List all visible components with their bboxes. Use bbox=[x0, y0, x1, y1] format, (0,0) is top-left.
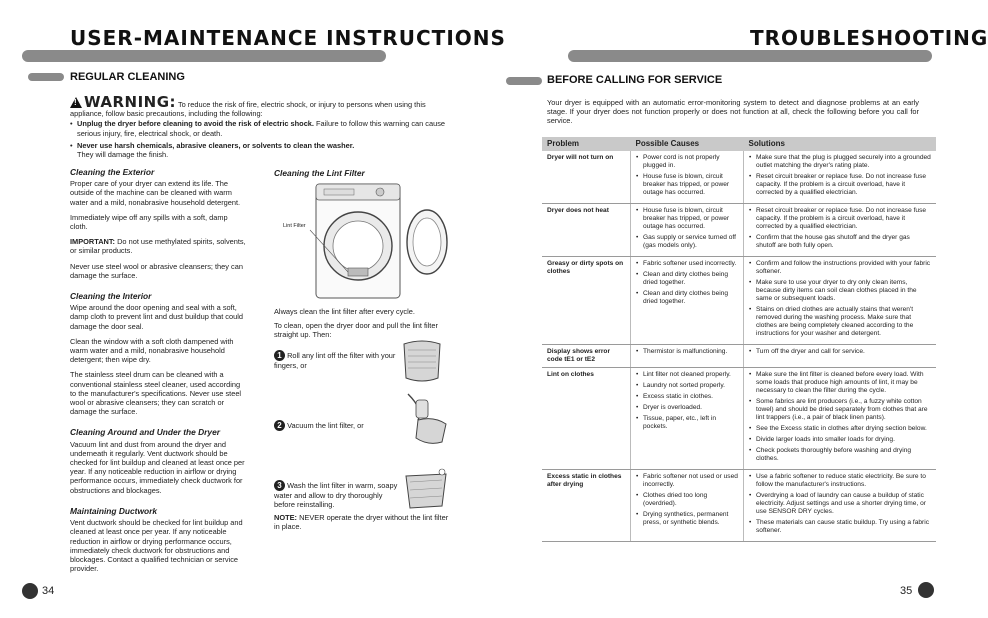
right-title-bar bbox=[568, 50, 932, 62]
wash-lint-illustration bbox=[402, 468, 450, 512]
step-2-number: 2 bbox=[274, 420, 285, 431]
table-row bbox=[542, 204, 936, 257]
solutions-cell bbox=[744, 345, 937, 368]
solutions-cell bbox=[744, 368, 937, 470]
solution-item: • Divide larger loads into smaller loads for drying. bbox=[749, 436, 931, 444]
step-3-number: 3 bbox=[274, 480, 285, 491]
lint-step-1: 1 Roll any lint off the filter with your fingers, or bbox=[274, 351, 396, 370]
lint-filter-callout: Lint Filter bbox=[283, 223, 306, 229]
interior-title: Cleaning the Interior bbox=[70, 291, 152, 302]
warning-icon bbox=[70, 97, 82, 108]
causes-cell bbox=[631, 470, 744, 542]
lint-step-3: 3 Wash the lint filter in warm, soapy water and allow to dry thoroughly before reinstalling. bbox=[274, 481, 398, 510]
warning-intro: To reduce the risk of fire, electric shock, or injury to persons when using this appliance, follow basic precautions, including the following: bbox=[70, 100, 426, 119]
cause-item: • Lint filter not cleaned properly. bbox=[636, 371, 738, 379]
problem-cell: Excess static in clothes after drying bbox=[542, 470, 631, 542]
interior-p3: The stainless steel drum can be cleaned with a conventional stainless steel cleaner, used according to the manufacturer's specifications. Never use steel wool or abrasive cleansers; they can scratch or damage the surface. bbox=[70, 370, 242, 417]
header-causes: Possible Causes bbox=[631, 137, 744, 151]
exterior-title: Cleaning the Exterior bbox=[70, 167, 155, 177]
solution-item: • Check pockets thoroughly before washing and drying clothes. bbox=[749, 447, 931, 463]
solution-item: • Reset circuit breaker or replace fuse. Do not increase fuse capacity. If the problem is a circuit overload, have it corrected by a qualified electrician. bbox=[749, 173, 931, 197]
table-row bbox=[542, 257, 936, 345]
around-p1: Vacuum lint and dust from around the dryer and underneath it regularly. Vent ductwork should be checked for lint buildup and cleaned at least once per year. If any noticeable reduction in airflow or drying performance occurs, immediately check ductwork for obstructions and blockages. bbox=[70, 439, 245, 495]
exterior-important: IMPORTANT: Do not use methylated spirits, solvents, or similar products. bbox=[70, 237, 246, 256]
troubleshooting-intro: Your dryer is equipped with an automatic error-monitoring system to detect and diagnose problems at an early stage. If your dryer does not function properly or does not function at all, check the following before you call for service. bbox=[547, 98, 919, 126]
left-page-title: USER-MAINTENANCE INSTRUCTIONS bbox=[70, 26, 506, 50]
lint-title: Cleaning the Lint Filter bbox=[274, 168, 365, 178]
warning-bullet-2: • Never use harsh chemicals, abrasive cleaners, or solvents to clean the washer. They will damage the finish. bbox=[70, 141, 446, 159]
solution-item: • Confirm that the house gas shutoff and the dryer gas shutoff are both fully open. bbox=[749, 234, 931, 250]
left-section-pill bbox=[28, 73, 64, 81]
lint-p1: Always clean the lint filter after every cycle. bbox=[274, 307, 415, 316]
solutions-cell bbox=[744, 470, 937, 542]
problem-cell: Dryer will not turn on bbox=[542, 151, 631, 204]
problem-cell: Lint on clothes bbox=[542, 368, 631, 470]
cause-item: • Tissue, paper, etc., left in pockets. bbox=[636, 415, 738, 431]
table-row bbox=[542, 151, 936, 204]
dryer-illustration bbox=[282, 178, 454, 302]
lint-step-2: 2 Vacuum the lint filter, or bbox=[274, 420, 396, 431]
exterior-p4: Never use steel wool or abrasive cleansers; they can damage the surface. bbox=[70, 261, 243, 280]
cause-item: • Fabric softener not used or used incorrectly. bbox=[636, 473, 738, 489]
lg-logo-icon-left bbox=[22, 583, 38, 599]
table-row bbox=[542, 368, 936, 470]
table-row bbox=[542, 345, 936, 368]
right-page-number: 35 bbox=[900, 585, 913, 597]
cause-item: • Clean and dirty clothes being dried together. bbox=[636, 271, 738, 287]
header-solutions: Solutions bbox=[744, 137, 937, 151]
cause-item: • House fuse is blown, circuit breaker has tripped, or power outage has occurred. bbox=[636, 207, 738, 231]
interior-p1: Wipe around the door opening and seal with a soft, damp cloth to prevent lint and dust buildup that could damage the door seal. bbox=[70, 303, 243, 331]
left-page-number: 34 bbox=[42, 585, 55, 597]
cause-item: • Thermistor is malfunctioning. bbox=[636, 348, 738, 356]
cause-item: • Power cord is not properly plugged in. bbox=[636, 154, 738, 170]
solution-item: • Turn off the dryer and call for service. bbox=[749, 348, 931, 356]
causes-cell bbox=[631, 257, 744, 345]
cause-item: • Laundry not sorted properly. bbox=[636, 382, 738, 390]
lg-logo-icon-right bbox=[918, 582, 934, 598]
lint-p2: To clean, open the dryer door and pull the lint filter straight up. Then: bbox=[274, 321, 438, 340]
regular-cleaning-heading: REGULAR CLEANING bbox=[70, 71, 185, 83]
troubleshooting-table bbox=[542, 137, 936, 542]
cause-item: • House fuse is blown, circuit breaker has tripped, or power outage has occurred. bbox=[636, 173, 738, 197]
right-section-pill bbox=[506, 77, 542, 85]
duct-title: Maintaining Ductwork bbox=[70, 505, 158, 516]
vacuum-lint-illustration bbox=[398, 390, 450, 446]
step-1-number: 1 bbox=[274, 350, 285, 361]
cause-item: • Clothes dried too long (overdried). bbox=[636, 492, 738, 508]
solution-item: • Stains on dried clothes are actually stains that weren't removed during the washing process. Make sure that clothes are being completely cleaned according to the instructions for your washer and detergent. bbox=[749, 306, 931, 338]
duct-p1: Vent ductwork should be checked for lint buildup and cleaned at least once per year. If any noticeable reduction in airflow or drying performance occurs, immediately check ductwork for obstructions and blockages. Contact a qualified technician or service provider. bbox=[70, 518, 243, 574]
solution-item: • Make sure to use your dryer to dry only clean items, because dirty items can soil clean clothes placed in the same or subsequent loads. bbox=[749, 279, 931, 303]
solution-item: • Make sure that the plug is plugged securely into a grounded outlet matching the dryer's rating plate. bbox=[749, 154, 931, 170]
cause-item: • Fabric softener used incorrectly. bbox=[636, 260, 738, 268]
right-page-title: TROUBLESHOOTING bbox=[750, 26, 988, 50]
solution-item: • Reset circuit breaker or replace fuse. Do not increase fuse capacity. If the problem is a circuit overload, have it corrected by a qualified electrician. bbox=[749, 207, 931, 231]
causes-cell bbox=[631, 204, 744, 257]
left-column bbox=[70, 168, 246, 573]
exterior-p1: Proper care of your dryer can extend its life. The outside of the machine can be cleaned with warm water and a mild, nonabrasive household detergent. bbox=[70, 179, 241, 207]
cause-item: • Clean and dirty clothes being dried together. bbox=[636, 290, 738, 306]
troubleshooting-table-wrap bbox=[542, 137, 936, 542]
lint-note: NOTE: NEVER operate the dryer without the lint filter in place. bbox=[274, 513, 449, 532]
causes-cell bbox=[631, 368, 744, 470]
table-row bbox=[542, 470, 936, 542]
problem-cell: Display shows error code tE1 or tE2 bbox=[542, 345, 631, 368]
solution-item: • Use a fabric softener to reduce static electricity. Be sure to follow the manufacturer's instructions. bbox=[749, 473, 931, 489]
cause-item: • Gas supply or service turned off (gas models only). bbox=[636, 234, 738, 250]
solution-item: • See the Excess static in clothes after drying section below. bbox=[749, 425, 931, 433]
exterior-p2: Immediately wipe off any spills with a soft, damp cloth. bbox=[70, 212, 228, 232]
warning-heading: WARNING: bbox=[84, 93, 177, 111]
solution-item: • Overdrying a load of laundry can cause a buildup of static electricity. Adjust settings and use a shorter drying time, or use SENSOR DRY cycles. bbox=[749, 492, 931, 516]
problem-cell: Greasy or dirty spots on clothes bbox=[542, 257, 631, 345]
header-problem: Problem bbox=[542, 137, 631, 151]
table-header-row bbox=[542, 137, 936, 151]
solutions-cell bbox=[744, 151, 937, 204]
solutions-cell bbox=[744, 204, 937, 257]
solution-item: • Some fabrics are lint producers (i.e., a fuzzy white cotton towel) and should be dried separately from clothes that are lint trappers (i.e., a pair of black linen pants). bbox=[749, 398, 931, 422]
roll-lint-illustration bbox=[398, 338, 446, 384]
solution-item: • Make sure the lint filter is cleaned before every load. With some loads that produce high amounts of lint, it may be necessary to clean the filter during the cycle. bbox=[749, 371, 931, 395]
problem-cell: Dryer does not heat bbox=[542, 204, 631, 257]
cause-item: • Excess static in clothes. bbox=[636, 393, 738, 401]
causes-cell bbox=[631, 151, 744, 204]
left-title-bar bbox=[22, 50, 386, 62]
before-calling-heading: BEFORE CALLING FOR SERVICE bbox=[547, 74, 723, 86]
cause-item: • Dryer is overloaded. bbox=[636, 404, 738, 412]
causes-cell bbox=[631, 345, 744, 368]
interior-p2: Clean the window with a soft cloth dampened with warm water and a mild, nonabrasive household detergent; then wipe dry. bbox=[70, 336, 234, 365]
cause-item: • Drying synthetics, permanent press, or synthetic blends. bbox=[636, 511, 738, 527]
warning-bullet-1: • Unplug the dryer before cleaning to avoid the risk of electric shock. Failure to follow this warning can cause serious injury, fire, electrical shock, or death. bbox=[70, 119, 446, 137]
warning-block bbox=[70, 93, 446, 162]
solutions-cell bbox=[744, 257, 937, 345]
solution-item: • These materials can cause static buildup. Try using a fabric softener. bbox=[749, 519, 931, 535]
around-title: Cleaning Around and Under the Dryer bbox=[70, 427, 220, 438]
solution-item: • Confirm and follow the instructions provided with your fabric softener. bbox=[749, 260, 931, 276]
